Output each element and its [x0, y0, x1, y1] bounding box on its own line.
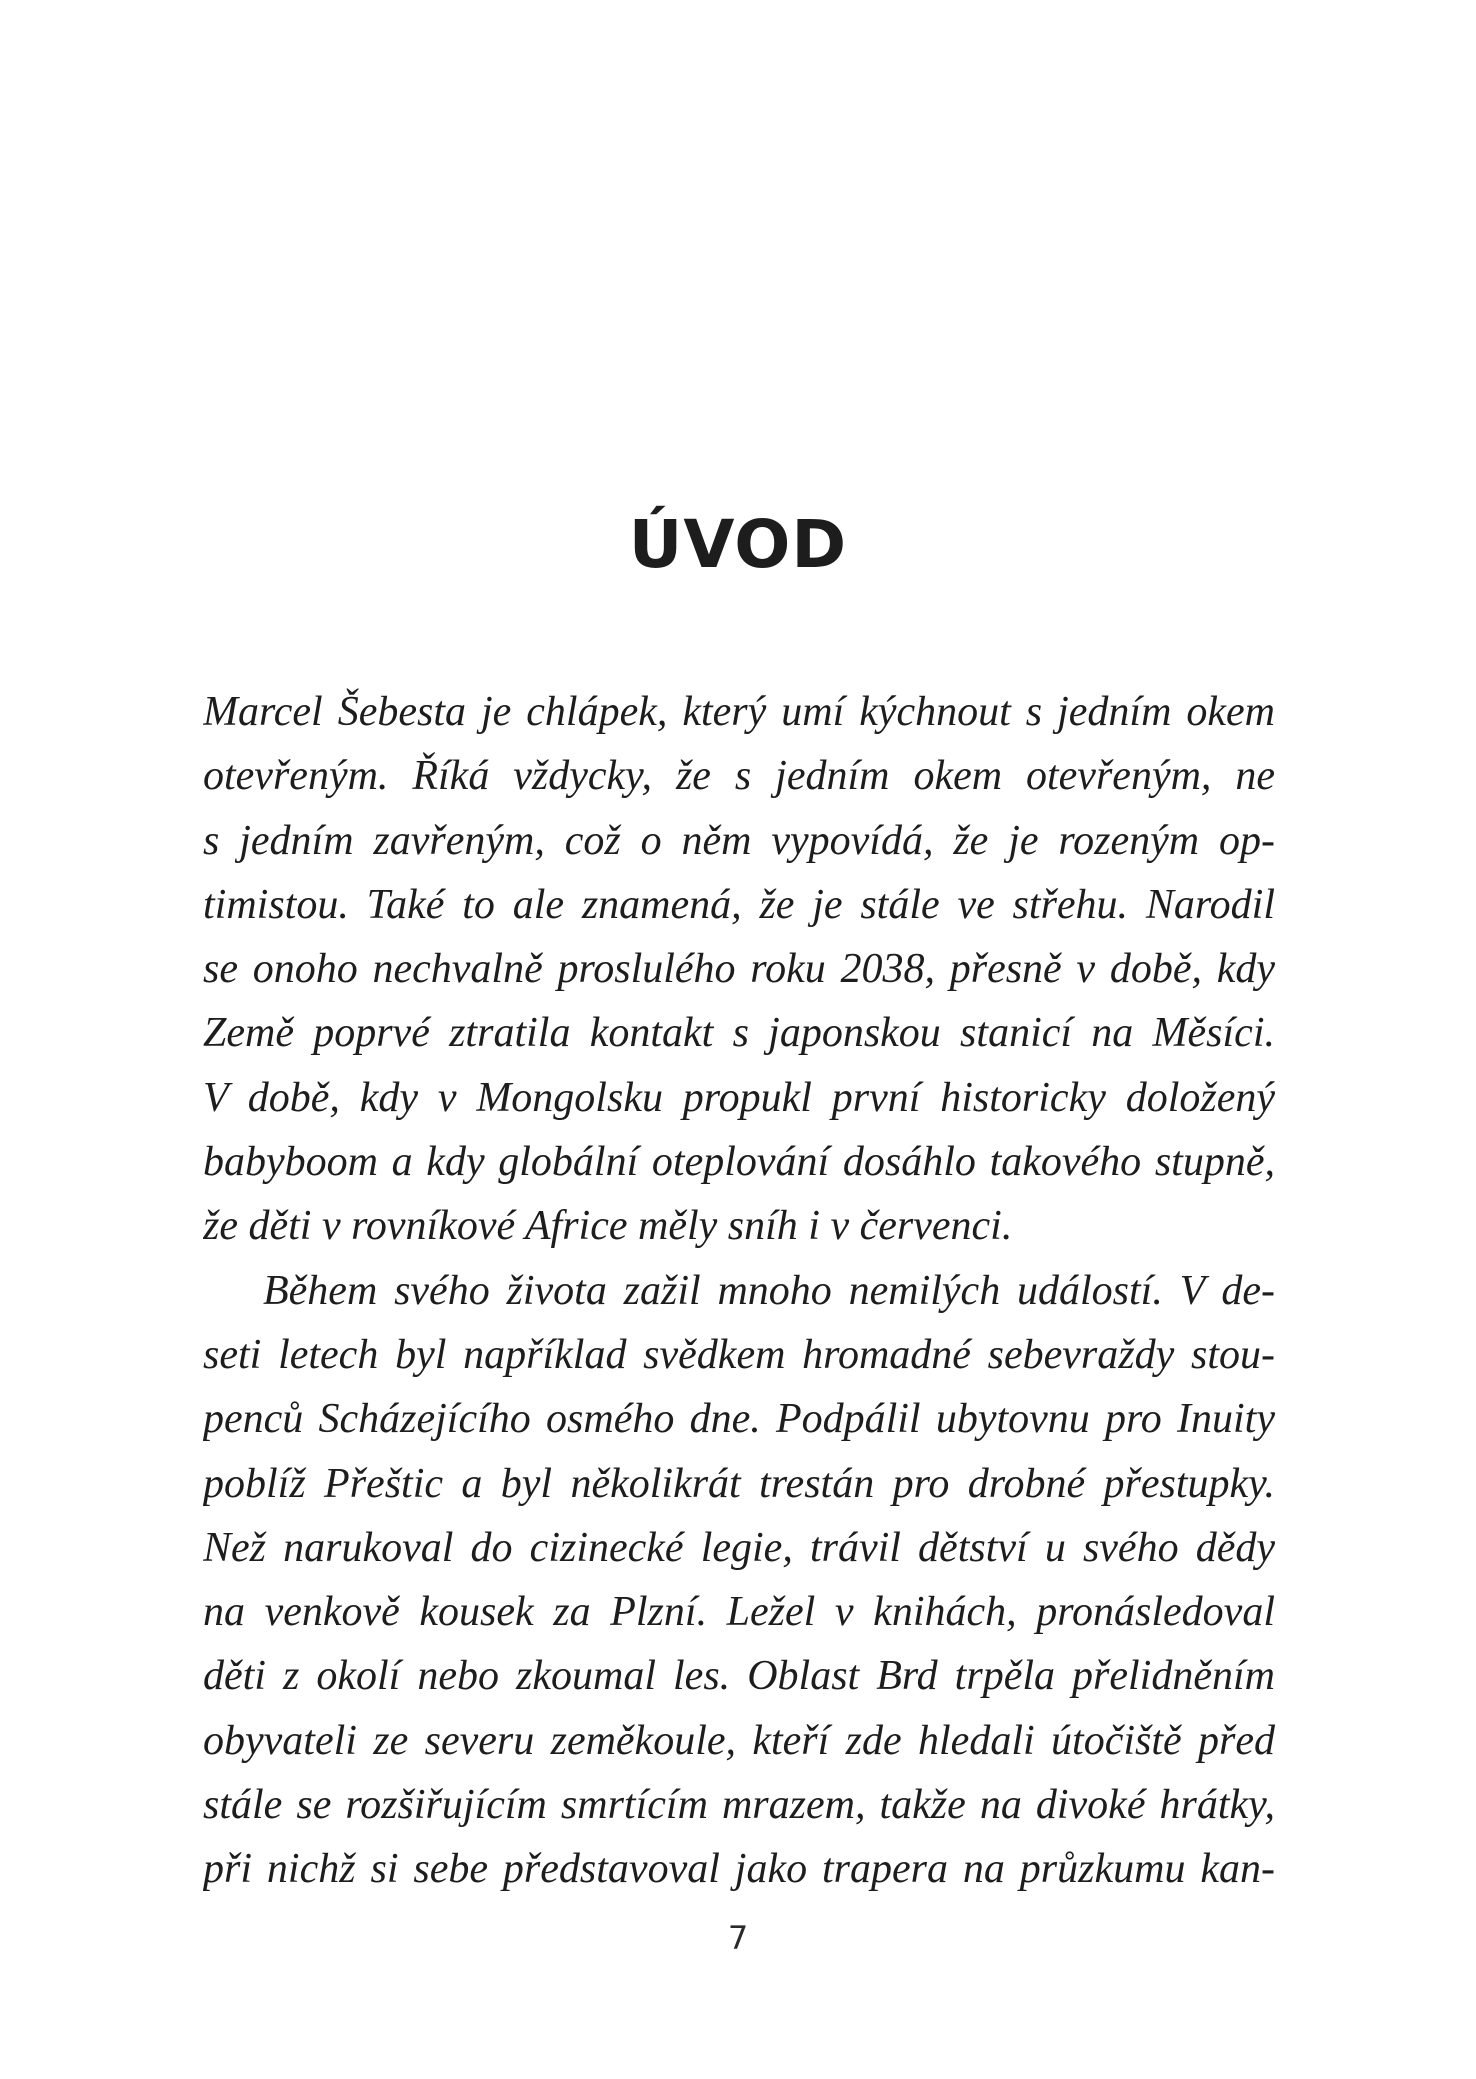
- text-line: Marcel Šebesta je chlápek, který umí kýchnout s jedním okem: [203, 689, 1275, 735]
- text-line: obyvateli ze severu zeměkoule, kteří zde hledali útočiště před: [203, 1717, 1275, 1764]
- text-line: seti letech byl například svědkem hromadné sebevraždy stou-: [203, 1331, 1275, 1378]
- body-text: [203, 680, 1275, 1902]
- text-line: otevřeným. Říká vždycky, že s jedním okem otevřeným, ne: [203, 753, 1275, 800]
- text-line: babyboom a kdy globální oteplování dosáhlo takového stupně,: [203, 1139, 1275, 1186]
- text-line: na venkově kousek za Plzní. Ležel v knihách, pronásledoval: [203, 1589, 1275, 1636]
- text-line: s jedním zavřeným, což o něm vypovídá, že je rozeným op-: [203, 817, 1275, 864]
- text-line: timistou. Také to ale znamená, že je stále ve střehu. Narodil: [203, 881, 1275, 928]
- paragraph-1: [203, 680, 1275, 1259]
- text-line: děti z okolí nebo zkoumal les. Oblast Brd trpěla přelidněním: [203, 1653, 1275, 1700]
- text-line: že děti v rovníkové Africe měly sníh i v červenci.: [203, 1203, 1013, 1250]
- text-line: poblíž Přeštic a byl několikrát trestán pro drobné přestupky.: [203, 1460, 1275, 1507]
- chapter-title: ÚVOD: [628, 506, 848, 583]
- text-line: stále se rozšiřujícím smrtícím mrazem, takže na divoké hrátky,: [203, 1782, 1275, 1829]
- text-line: při nichž si sebe představoval jako trapera na průzkumu kan-: [203, 1846, 1275, 1893]
- text-line: Země poprvé ztratila kontakt s japonskou stanicí na Měsíci.: [203, 1010, 1275, 1057]
- paragraph-2: [203, 1259, 1275, 1902]
- text-line: Během svého života zažil mnoho nemilých událostí. V de-: [263, 1267, 1275, 1314]
- text-line: V době, kdy v Mongolsku propukl první historicky doložený: [203, 1074, 1275, 1121]
- text-line: se onoho nechvalně proslulého roku 2038, přesně v době, kdy: [203, 946, 1275, 993]
- text-line: penců Scházejícího osmého dne. Podpálil ubytovnu pro Inuity: [203, 1396, 1275, 1443]
- page-number: 7: [727, 1919, 749, 1957]
- text-line: Než narukoval do cizinecké legie, trávil dětství u svého dědy: [203, 1524, 1275, 1571]
